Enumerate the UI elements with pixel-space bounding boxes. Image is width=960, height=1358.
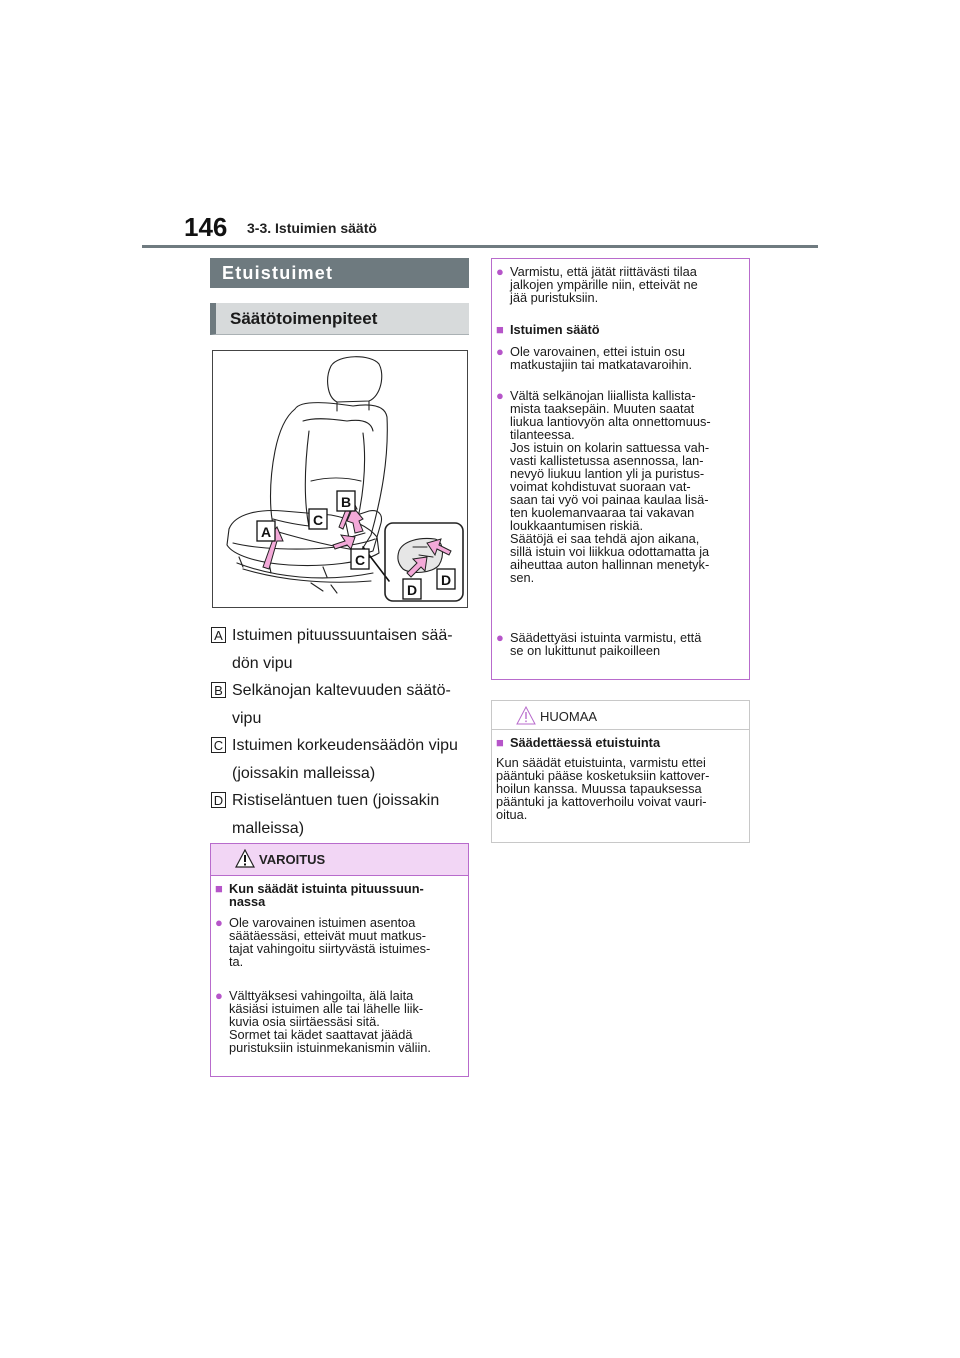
callout-c-upper: [309, 509, 327, 529]
callout-d-lower-label: D: [407, 582, 418, 598]
circle-bullet-icon: ●: [215, 988, 223, 1003]
circle-bullet-icon: ●: [496, 630, 504, 645]
legend-key-b: B: [211, 682, 226, 698]
callout-a-label: A: [261, 524, 272, 540]
page-number: 146: [184, 212, 228, 242]
header-rule: [142, 245, 818, 248]
caution-triangle-icon: [516, 706, 536, 725]
legend-text-b: Selkänojan kaltevuuden säätö- vipu: [232, 682, 451, 727]
callout-d-right: [437, 569, 455, 589]
section-header: 3-3. Istuimien säätö: [247, 220, 377, 236]
circle-bullet-icon: ●: [496, 344, 504, 359]
circle-bullet-icon: ●: [215, 915, 223, 930]
circle-bullet-icon: ●: [496, 388, 504, 403]
callout-b: [337, 491, 355, 511]
legend-item-d: [211, 787, 473, 843]
callout-c-lower: [351, 549, 369, 569]
warning-title: VAROITUS: [259, 852, 326, 867]
seat-illustration: [212, 350, 468, 608]
note-header: [492, 701, 749, 730]
note-title: HUOMAA: [540, 709, 598, 724]
square-bullet-icon: ■: [496, 322, 504, 337]
subsection-title-band: Säätötoimenpiteet: [210, 303, 469, 335]
legend-item-a: [211, 622, 473, 678]
warning-header: [211, 844, 468, 876]
warning-bullet-2-text: Välttyäksesi vahingoilta, älä laita käsiäsi istuimen alle tai lähelle liik- kuvia osia siirtäessäsi sitä. Sormet tai kädet saattavat jäädä puristuksiin istuinmekanismin väliin.: [229, 988, 431, 1055]
legend-key-d: D: [211, 792, 226, 808]
legend-item-b: [211, 677, 473, 733]
callout-d-right-label: D: [441, 572, 452, 588]
continuation-subhead-text: Istuimen säätö: [510, 322, 600, 337]
square-bullet-icon: ■: [215, 881, 223, 896]
continuation-bullet-4-text: Säädettyäsi istuinta varmistu, että se on lukittunut paikoilleen: [510, 630, 702, 658]
continuation-bullet-2-text: Ole varovainen, ettei istuin osu matkustajiin tai matkatavaroihin.: [510, 344, 693, 372]
legend-item-c: [211, 732, 473, 788]
warning-triangle-icon: [235, 849, 255, 868]
callout-b-label: B: [341, 494, 352, 510]
section-title-band: Etuistuimet: [210, 258, 469, 288]
warning-box: [210, 843, 469, 1077]
callout-d-lower: [403, 579, 421, 599]
note-body-text: Kun säädät etuistuinta, varmistu ettei pääntuki pääse kosketuksiin kattover- hoilun kanssa. Muussa tapauksessa pääntuki ja kattoverhoilu voivat vauri- oitua.: [496, 755, 710, 822]
legend-key-c: C: [211, 737, 226, 753]
legend-text-c: Istuimen korkeudensäädön vipu (joissakin malleissa): [232, 737, 458, 782]
warning-continuation-box: [491, 258, 750, 680]
circle-bullet-icon: ●: [496, 264, 504, 279]
warning-bullet-1-text: Ole varovainen istuimen asentoa säätäessäsi, etteivät muut matkus- tajat vahingoitu siirtyvästä istuimes- ta.: [229, 915, 431, 969]
note-subhead-text: Säädettäessä etuistuinta: [510, 735, 661, 750]
callout-a: [257, 521, 275, 541]
seat-drawing: [213, 351, 467, 607]
note-box: [491, 700, 750, 843]
continuation-bullet-1-text: Varmistu, että jätät riittävästi tilaa jalkojen ympärille niin, etteivät ne jää puristuksiin.: [510, 264, 698, 305]
legend-text-d: Ristiseläntuen tuen (joissakin malleissa): [232, 792, 440, 837]
callout-c-upper-label: C: [313, 512, 324, 528]
legend-key-a: A: [211, 627, 226, 643]
callout-c-lower-label: C: [355, 552, 366, 568]
square-bullet-icon: ■: [496, 735, 504, 750]
warning-subhead-text: Kun säädät istuinta pituussuun- nassa: [229, 881, 424, 909]
legend-text-a: Istuimen pituussuuntaisen sää- dön vipu: [232, 627, 453, 672]
continuation-bullet-3-text: Vältä selkänojan liiallista kallista- mista taaksepäin. Muuten saatat liukua lantiovyön alta onnettomuus- tilanteessa. Jos istuin on kolarin sattuessa vah- vasti kallistetussa asennossa, lan- nevyö liukuu lantion yli ja puristus- voimat kohdistuvat suoraan vat- saan tai vyö voi painaa kaulaa lisä- ten kuolemanvaaraa tai vakavan loukkaantumisen riskiä. Säätöjä ei saa tehdä ajon aikana, sillä istuin voi liikkua odottamatta ja aiheuttaa auton hallinnan menetyk- sen.: [510, 388, 711, 585]
